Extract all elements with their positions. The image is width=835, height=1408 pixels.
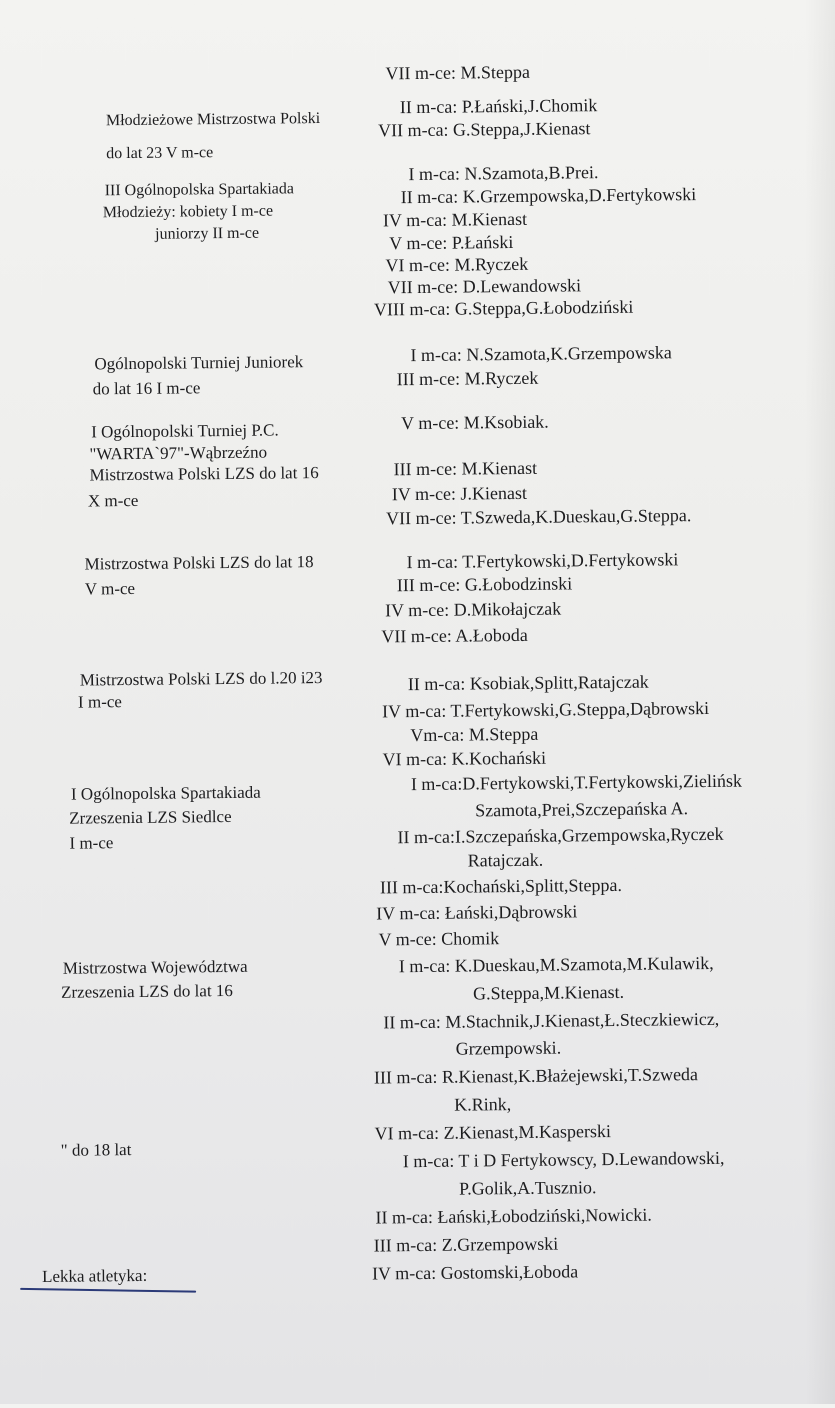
result-line: IV m-ca: Gostomski,Łoboda — [371, 1261, 579, 1284]
competition-title: Mistrzostwa Polski LZS do l.20 i23 — [79, 668, 323, 690]
competition-title: Młodzieżowe Mistrzostwa Polski — [105, 110, 321, 130]
competition-title: do lat 16 I m-ce — [92, 378, 201, 399]
competition-title: X m-ce — [87, 490, 139, 511]
competition-title: I Ogólnopolski Turniej P.C. — [91, 420, 279, 442]
result-line: II m-ca: P.Łański,J.Chomik — [399, 95, 598, 118]
result-line: V m-ce: M.Ksobiak. — [400, 411, 549, 434]
competition-title: V m-ce — [84, 578, 136, 599]
result-line-continued: Szamota,Prei,Szczepańska A. — [475, 798, 689, 821]
result-line: III m-ca:Kochański,Splitt,Steppa. — [379, 874, 623, 898]
result-line-continued: Grzempowski. — [455, 1037, 562, 1059]
result-line: III m-ce: M.Kienast — [393, 457, 538, 480]
result-line: I m-ca: K.Dueskau,M.Szamota,M.Kulawik, — [398, 952, 714, 977]
competition-title: I m-ce — [77, 692, 122, 712]
competition-title: Zrzeszenia LZS do lat 16 — [60, 980, 233, 1002]
result-line: II m-ca: M.Stachnik,J.Kienast,Ł.Steczkiewicz, — [383, 1008, 720, 1033]
competition-title: III Ogólnopolska Spartakiada — [104, 180, 295, 200]
result-line: VI m-ce: M.Ryczek — [385, 253, 529, 276]
result-line: VIII m-ca: G.Steppa,G.Łobodziński — [373, 296, 634, 320]
result-line: V m-ce: P.Łański — [389, 231, 514, 254]
competition-title: "WARTA`97"-Wąbrzeźno — [89, 442, 268, 464]
competition-title: Zrzeszenia LZS Siedlce — [69, 806, 232, 828]
page-edge-shadow — [805, 0, 835, 1404]
result-line-continued: G.Steppa,M.Kienast. — [472, 981, 625, 1004]
competition-title: do lat 23 V m-ce — [106, 144, 214, 163]
result-line: VII m-ce: M.Steppa — [385, 61, 531, 84]
result-line: VI m-ca: K.Kochański — [382, 747, 547, 770]
competition-title: Mistrzostwa Województwa — [62, 956, 248, 978]
result-line: VII m-ce: D.Lewandowski — [387, 275, 582, 298]
result-line: I m-ca: T.Fertykowski,D.Fertykowski — [406, 549, 679, 573]
competition-title: I m-ce — [69, 833, 114, 853]
result-line: VII m-ce: A.Łoboda — [381, 624, 528, 647]
result-line-continued: K.Rink, — [454, 1094, 512, 1115]
competition-title: " do 18 lat — [60, 1140, 132, 1160]
section-underline — [20, 1288, 196, 1293]
result-line: II m-ca: K.Grzempowska,D.Fertykowski — [400, 184, 697, 208]
competition-title: Ogólnopolski Turniej Juniorek — [94, 352, 304, 374]
result-line: IV m-ca: T.Fertykowski,G.Steppa,Dąbrowski — [382, 697, 710, 722]
result-line: III m-ce: M.Ryczek — [396, 367, 539, 390]
result-line: III m-ca: Z.Grzempowski — [373, 1233, 559, 1256]
result-line: III m-ce: G.Łobodzinski — [396, 573, 573, 596]
competition-title: Młodzieży: kobiety I m-ce — [102, 202, 274, 222]
result-line: V m-ce: Chomik — [378, 928, 500, 950]
result-line: II m-ca:I.Szczepańska,Grzempowska,Ryczek — [397, 823, 724, 848]
result-line: II m-ca: Łański,Łobodziński,Nowicki. — [375, 1204, 652, 1228]
result-line: IV m-ca: M.Kienast — [382, 208, 528, 231]
result-line: Vm-ca: M.Steppa — [410, 723, 539, 746]
result-line: I m-ca:D.Fertykowski,T.Fertykowski,Zielińsk — [410, 770, 743, 795]
result-line: I m-ca: T i D Fertykowscy, D.Lewandowski, — [402, 1147, 725, 1172]
result-line: VI m-ca: Z.Kienast,M.Kasperski — [374, 1121, 612, 1144]
result-line: IV m-ce: D.Mikołajczak — [384, 598, 562, 621]
result-line-continued: P.Golik,A.Tusznio. — [459, 1177, 597, 1199]
competition-title: Mistrzostwa Polski LZS do lat 16 — [89, 463, 319, 485]
result-line: IV m-ce: J.Kienast — [391, 482, 528, 505]
competition-title: I Ogólnopolska Spartakiada — [70, 782, 261, 804]
result-line: I m-ca: N.Szamota,B.Prei. — [408, 162, 599, 185]
result-line: III m-ca: R.Kienast,K.Błażejewski,T.Szweda — [373, 1064, 699, 1088]
competition-title: Mistrzostwa Polski LZS do lat 18 — [84, 552, 314, 574]
result-line: IV m-ca: Łański,Dąbrowski — [376, 901, 578, 924]
result-line: I m-ca: N.Szamota,K.Grzempowska — [410, 342, 672, 366]
result-line: VII m-ca: G.Steppa,J.Kienast — [377, 118, 591, 141]
result-line: VII m-ce: T.Szweda,K.Dueskau,G.Steppa. — [385, 505, 692, 529]
result-line-continued: Ratajczak. — [467, 849, 544, 871]
competition-title: juniorzy II m-ce — [155, 224, 260, 243]
section-heading: Lekka atletyka: — [41, 1265, 148, 1286]
result-line: II m-ca: Ksobiak,Splitt,Ratajczak — [407, 671, 649, 695]
